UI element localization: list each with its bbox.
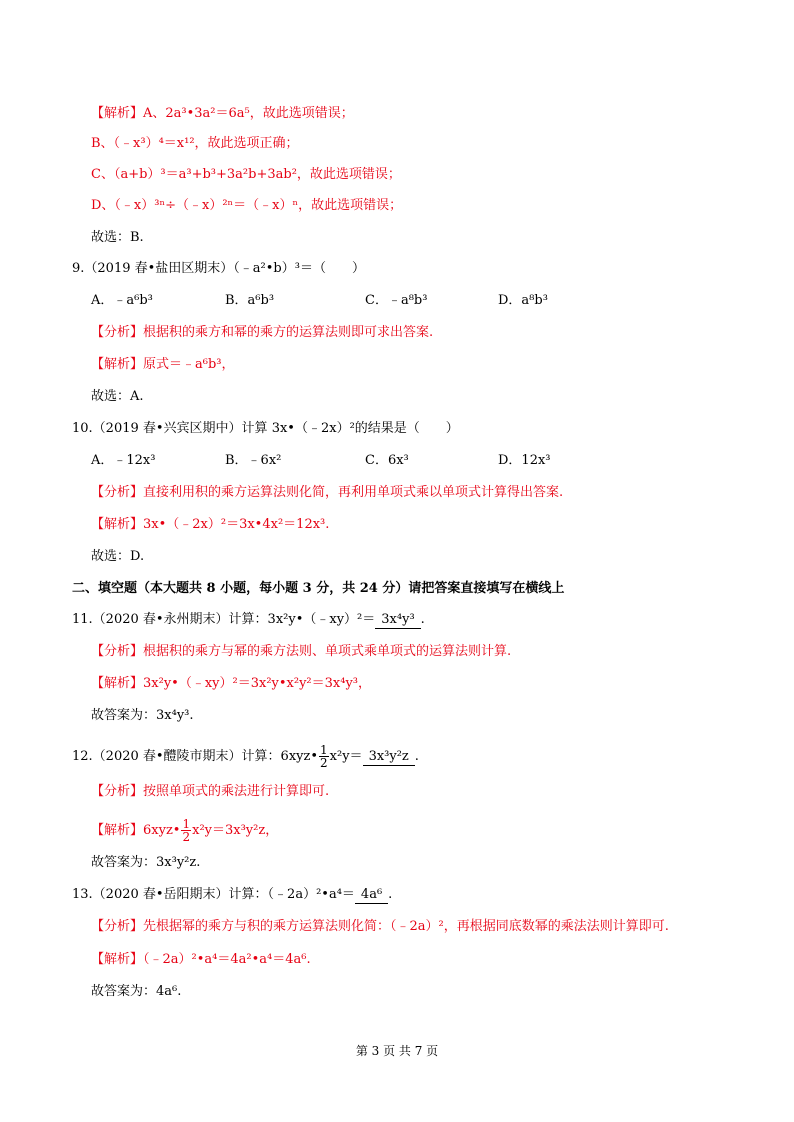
q10-analysis: 【分析】直接利用积的乘方运算法则化简，再利用单项式乘以单项式计算得出答案. (91, 485, 564, 500)
q12-solution-tail: x²y＝3x³y²z， (192, 823, 279, 838)
q9-answer: 故选：A. (91, 389, 144, 404)
q9-option-a: A．﹣a⁶b³ (91, 293, 153, 308)
q11-answer-blank: 3x⁴y³ (375, 612, 420, 629)
q11-stem (72, 610, 425, 630)
q13-answer: 故答案为：4a⁶. (91, 984, 182, 999)
q12-answer: 故答案为：3x³y²z. (91, 855, 201, 870)
q10-option-d: D．12x³ (498, 453, 551, 468)
q8-analysis-a: 【解析】A、2a³•3a²＝6a⁵，故此选项错误； (91, 106, 354, 121)
q13-solution: 【解析】（﹣2a）²•a⁴＝4a²•a⁴＝4a⁶. (91, 952, 311, 967)
q9-stem: 9.（2019 春•盐田区期末）（﹣a²•b）³＝（ ） (72, 261, 365, 276)
q13-analysis: 【分析】先根据幂的乘方与积的乘方运算法则化简：（﹣2a）²，再根据同底数幂的乘法法则计算即可. (91, 919, 669, 934)
q9-solution: 【解析】原式＝﹣a⁶b³， (91, 357, 235, 372)
q10-option-c: C．6x³ (365, 453, 409, 468)
q12-fraction-numerator: 1 (320, 743, 328, 757)
q12-solution-denominator: 2 (182, 830, 191, 844)
q12-stem (72, 744, 419, 769)
q12-fraction-denominator: 2 (320, 756, 328, 770)
q11-answer: 故答案为：3x⁴y³. (91, 708, 194, 723)
q12-stem-text: 12.（2020 春•醴陵市期末）计算：6xyz• (72, 749, 319, 764)
q13-stem-text: 13.（2020 春•岳阳期末）计算：（﹣2a）²•a⁴＝ (72, 887, 355, 902)
q11-analysis: 【分析】根据积的乘方与幂的乘方法则、单项式乘单项式的运算法则计算. (91, 644, 512, 659)
q12-fraction (319, 744, 329, 769)
q10-option-b: B．﹣6x² (225, 453, 282, 468)
q12-period: . (414, 749, 419, 764)
q12-analysis: 【分析】按照单项式的乘法进行计算即可. (91, 784, 330, 799)
q8-analysis-b: B、（﹣x³）⁴＝x¹²，故此选项正确； (91, 136, 299, 151)
q12-solution (91, 818, 278, 843)
q10-solution: 【解析】3x•（﹣2x）²＝3x•4x²＝12x³. (91, 517, 330, 532)
q9-option-c: C．﹣a⁸b³ (365, 293, 428, 308)
q12-answer-blank: 3x³y²z (363, 749, 415, 766)
q10-option-a: A．﹣12x³ (91, 453, 156, 468)
q13-answer-blank: 4a⁶ (355, 887, 388, 904)
q12-solution-fraction (181, 818, 191, 843)
q10-stem: 10.（2019 春•兴宾区期中）计算 3x•（﹣2x）²的结果是（ ） (72, 421, 459, 436)
q8-analysis-c: C、（a+b）³＝a³+b³+3a²b+3ab²，故此选项错误； (91, 167, 401, 182)
section-heading: 二、填空题（本大题共 8 小题，每小题 3 分，共 24 分）请把答案直接填写在横线上 (72, 581, 565, 596)
q13-stem (72, 885, 392, 905)
q12-solution-text: 【解析】6xyz• (91, 823, 181, 838)
page-footer: 第 3 页 共 7 页 (355, 1044, 439, 1058)
q11-solution: 【解析】3x²y•（﹣xy）²＝3x²y•x²y²＝3x⁴y³， (91, 676, 372, 691)
q11-period: . (420, 612, 425, 627)
q9-option-d: D．a⁸b³ (498, 293, 548, 308)
q12-stem-tail: x²y＝ (329, 749, 363, 764)
q8-answer: 故选：B. (91, 230, 144, 245)
q9-option-b: B．a⁶b³ (225, 293, 275, 308)
q9-analysis: 【分析】根据积的乘方和幂的乘方的运算法则即可求出答案. (91, 325, 434, 340)
q8-analysis-d: D、（﹣x）³ⁿ÷（﹣x）²ⁿ＝（﹣x）ⁿ，故此选项错误； (91, 198, 403, 213)
q11-stem-text: 11.（2020 春•永州期末）计算：3x²y•（﹣xy）²＝ (72, 612, 376, 627)
q13-period: . (388, 887, 393, 902)
q10-answer: 故选：D. (91, 549, 145, 564)
q12-solution-numerator: 1 (182, 817, 191, 831)
